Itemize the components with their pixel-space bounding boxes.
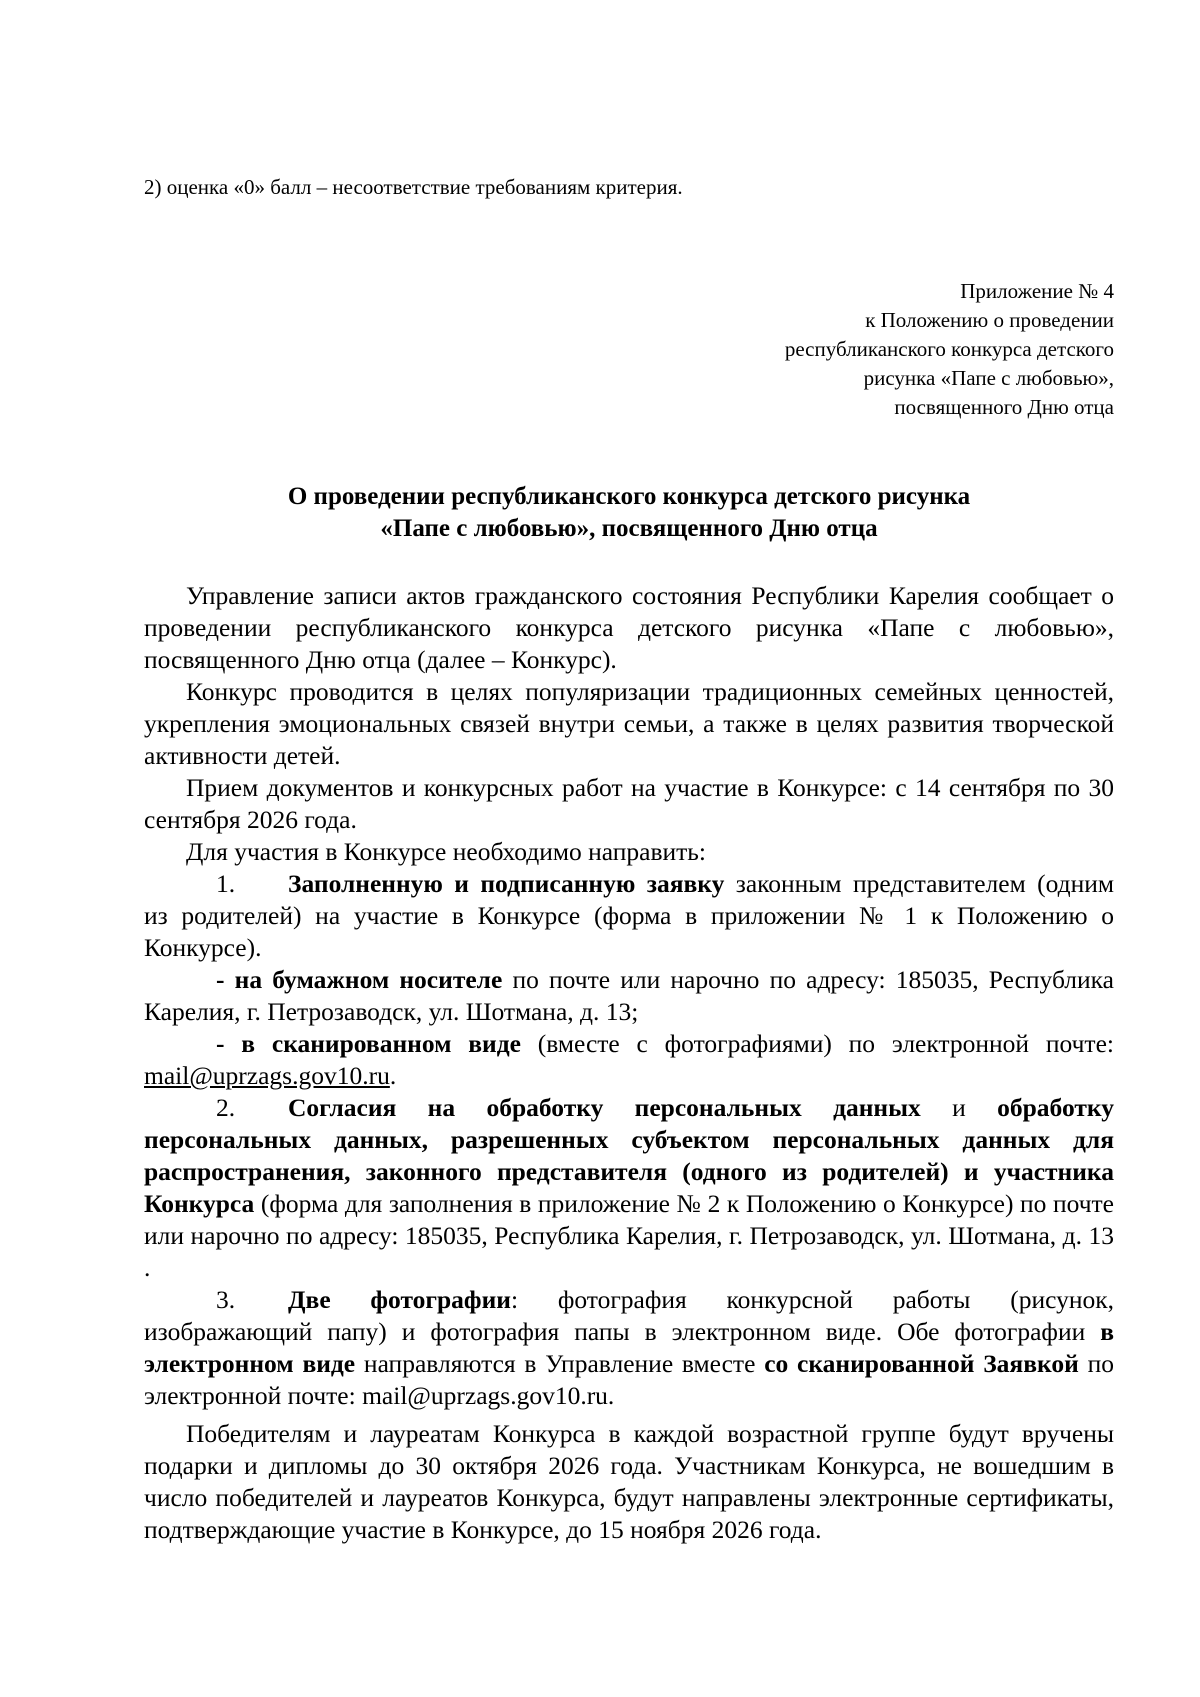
sub-item-end: . — [389, 1061, 397, 1090]
appendix-header — [614, 277, 1114, 422]
title-line: «Папе с любовью», посвященного Дню отца — [380, 515, 878, 542]
appendix-line: Приложение № 4 — [960, 279, 1114, 303]
list-item-text: (форма для заполнения в приложение № 2 к Положению о Конкурсе) по почте или нарочно по адресу: 185035, Республика Карелия, г. Петрозаводск, ул. Шотмана, д. 13 . — [144, 1189, 1114, 1282]
sub-item-paper — [144, 964, 1114, 1028]
bold-text: Заполненную и подписанную заявку — [288, 869, 725, 898]
criteria-score-line: 2) оценка «0» балл – несоответствие требованиям критерия. — [144, 175, 683, 199]
title-line: О проведении республиканского конкурса детского рисунка — [287, 483, 971, 510]
bold-text: обработку персональных данных, разрешенных субъектом персональных данных для распространения, законного представителя (одного из родителей) и участника Конкурса — [144, 1093, 1114, 1218]
list-item-text: направляются в Управление вместе — [355, 1349, 765, 1378]
list-item-photos — [144, 1284, 1114, 1412]
paragraph-intro: Управление записи актов гражданского состояния Республики Карелия сообщает о проведении республиканского конкурса детского рисунка «Папе с любовью», посвященного Дню отца (далее – Конкурс). — [144, 581, 1114, 674]
document-title — [144, 481, 1114, 545]
list-number: 1. — [216, 869, 236, 898]
appendix-line: рисунка «Папе с любовью», — [863, 366, 1114, 390]
paragraph-goals: Конкурс проводится в целях популяризации традиционных семейных ценностей, укрепления эмоциональных связей внутри семьи, а также в целях развития творческой активности детей. — [144, 677, 1114, 770]
bold-text: - в сканированном виде — [216, 1029, 521, 1058]
list-item-application — [144, 868, 1114, 964]
sub-item-text: (вместе с фотографиями) по электронной почте: — [520, 1029, 1114, 1058]
appendix-line: посвященного Дню отца — [894, 395, 1114, 419]
list-number: 3. — [216, 1285, 236, 1314]
paragraph-awards: Победителям и лауреатам Конкурса в каждой возрастной группе будут вручены подарки и дипломы до 30 октября 2026 года. Участникам Конкурса, не вошедшим в число победителей и лауреатов Конкурса, будут направлены электронные сертификаты, подтверждающие участие в Конкурсе, до 15 ноября 2026 года. — [144, 1419, 1114, 1544]
paragraph-requirements-intro: Для участия в Конкурсе необходимо направить: — [186, 837, 707, 866]
bold-text: Согласия на обработку персональных данных — [288, 1093, 921, 1122]
list-item-text: законным представителем (одним из родителей) на участие в Конкурсе (форма в приложении № 1 к Положению о Конкурсе). — [144, 869, 1115, 962]
list-item-text: и — [920, 1093, 998, 1122]
sub-item-scanned — [144, 1028, 1114, 1092]
appendix-line: республиканского конкурса детского — [784, 337, 1114, 361]
document-body — [144, 580, 1114, 1546]
bold-text: Две фотографии — [288, 1285, 511, 1314]
list-item-text: : фотография конкурсной работы (рисунок, изображающий папу) и фотография папы в электронном виде. Обе фотографии — [144, 1285, 1115, 1346]
bold-text: в электронном виде — [144, 1317, 1114, 1378]
sub-item-text: по почте или нарочно по адресу: 185035, Республика Карелия, г. Петрозаводск, ул. Шотмана, д. 13; — [144, 965, 1115, 1026]
email-link[interactable]: mail@uprzags.gov10.ru — [144, 1061, 390, 1090]
list-item-consent — [144, 1092, 1114, 1284]
appendix-line: к Положению о проведении — [865, 308, 1114, 332]
list-item-text: по электронной почте: mail@uprzags.gov10.ru. — [144, 1349, 1114, 1410]
bold-text: со сканированной Заявкой — [764, 1349, 1079, 1378]
paragraph-dates: Прием документов и конкурсных работ на участие в Конкурсе: с 14 сентября по 30 сентября 2026 года. — [144, 773, 1114, 834]
bold-text: - на бумажном носителе — [216, 965, 503, 994]
list-number: 2. — [216, 1093, 236, 1122]
